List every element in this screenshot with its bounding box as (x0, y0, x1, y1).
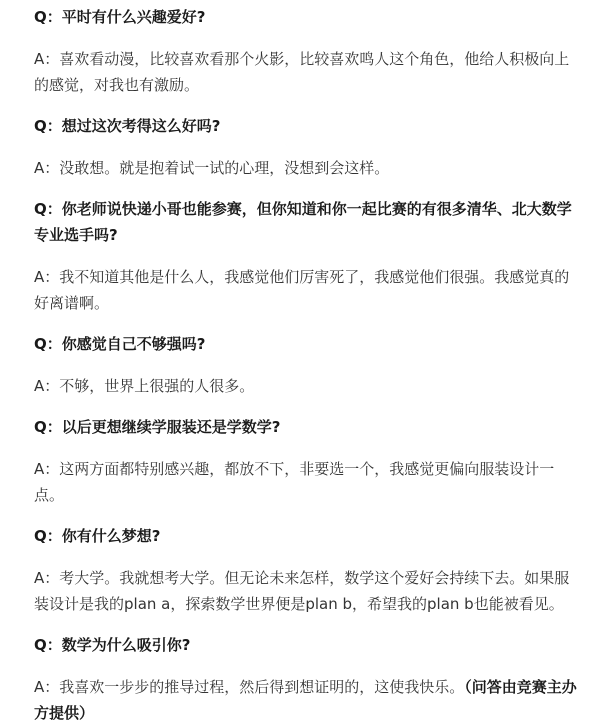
answer-5: A：这两方面都特别感兴趣，都放不下，非要选一个，我感觉更偏向服装设计一点。 (34, 460, 555, 504)
question-7: Q：数学为什么吸引你? (34, 636, 191, 654)
question-6: Q：你有什么梦想? (34, 527, 161, 545)
answer-7-text: A：我喜欢一步步的推导过程，然后得到想证明的，这使我快乐。 (34, 678, 465, 696)
qa-item-1 (34, 4, 584, 98)
answer-7 (34, 674, 584, 726)
answer-3: A：我不知道其他是什么人，我感觉他们厉害死了，我感觉他们很强。我感觉真的好离谱啊。 (34, 268, 570, 312)
qa-item-5 (34, 414, 584, 508)
answer-2: A：没敢想。就是抱着试一试的心理，没想到会这样。 (34, 159, 390, 177)
question-1: Q：平时有什么兴趣爱好? (34, 8, 206, 26)
question-5: Q：以后更想继续学服装还是学数学? (34, 418, 281, 436)
answer-1: A：喜欢看动漫，比较喜欢看那个火影，比较喜欢鸣人这个角色，他给人积极向上的感觉，对我也有激励。 (34, 50, 570, 94)
question-3: Q：你老师说快递小哥也能参赛，但你知道和你一起比赛的有很多清华、北大数学专业选手吗? (34, 200, 572, 244)
qa-item-2 (34, 113, 584, 181)
source-note: （问答由竞赛主办方提供） (34, 678, 577, 722)
answer-6: A：考大学。我就想考大学。但无论未来怎样，数学这个爱好会持续下去。如果服装设计是我的plan a，探索数学世界便是plan b，希望我的plan b也能被看见。 (34, 569, 570, 613)
qa-item-4 (34, 331, 584, 399)
qa-item-6 (34, 523, 584, 617)
question-2: Q：想过这次考得这么好吗? (34, 117, 221, 135)
answer-4: A：不够，世界上很强的人很多。 (34, 377, 255, 395)
qa-item-7 (34, 632, 584, 726)
qa-item-3 (34, 196, 584, 316)
question-4: Q：你感觉自己不够强吗? (34, 335, 206, 353)
